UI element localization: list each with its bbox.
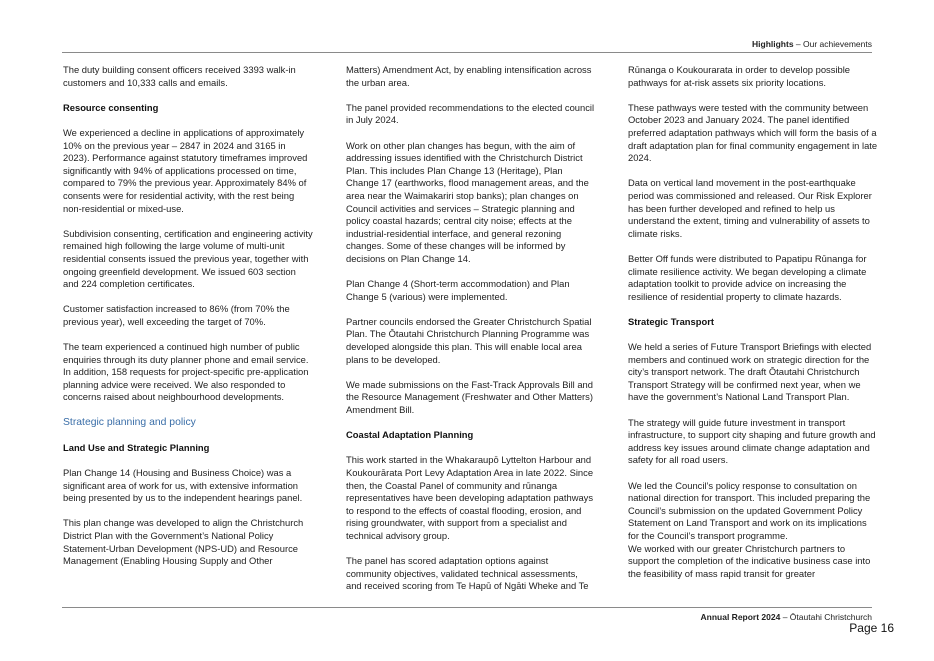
body-paragraph: This work started in the Whakaraupō Lyttelton Harbour and Koukourārata Port Levy Adaptation Area in late 2022. Since then, the Coastal Panel of community and rūnanga representatives have been developing adaptation pathways to respond to the effects of coastal flooding, erosion, and rising groundwater, with support from a specialist and technical advisory group.: [346, 454, 594, 541]
body-paragraph: Subdivision consenting, certification and engineering activity remained high following the large volume of multi-unit residential consents issued the previous year, together with ongoing greenfield development. We issued 603 section and 224 completion certificates.: [63, 227, 313, 290]
body-paragraph: We led the Council’s policy response to consultation on national direction for transport. This included preparing the Council’s submission on the updated Government Policy Statement on Land Transport and work on its implications for the Council’s transport programme.: [628, 479, 871, 541]
footer-city: Ōtautahi Christchurch: [789, 612, 872, 622]
body-paragraph: The panel has scored adaptation options against community objectives, validated technical assessments, and received scoring from Te Hapū of Ngāti Wheke and Te: [346, 555, 589, 592]
page-footer: [701, 612, 872, 622]
body-paragraph: We made submissions on the Fast-Track Approvals Bill and the Resource Management (Freshwater and Other Matters) Amendment Bill.: [346, 378, 593, 416]
footer-divider: [62, 607, 872, 608]
body-paragraph: We experienced a decline in applications of approximately 10% on the previous year – 2847 in 2024 and 3165 in 2023). Performance against statutory timeframes improved significantly with 94% of applications processed on time, compared to 79% the previous year. Approximately 84% of consents were for residential activity, with the rest being non-residential or mixed-use.: [63, 126, 308, 214]
body-paragraph: Partner councils endorsed the Greater Christchurch Spatial Plan. The Ōtautahi Christchurch Planning Programme was developed alongside this plan. This will enable local area plans to be developed.: [346, 315, 592, 365]
body-paragraph: Customer satisfaction increased to 86% (from 70% the previous year), well exceeding the target of 70%.: [63, 303, 290, 327]
body-paragraph: Plan Change 14 (Housing and Business Choice) was a significant area of work for us, with extensive information being presented by us to the independent hearings panel.: [63, 467, 303, 504]
body-paragraph: The strategy will guide future investment in transport infrastructure, to support city shaping and future growth and address key issues around climate change adaptation and safety for all road users.: [628, 416, 876, 466]
subheading: Resource consenting: [63, 101, 159, 113]
subheading: Land Use and Strategic Planning: [63, 441, 210, 453]
body-paragraph: This plan change was developed to align the Christchurch District Plan with the Government’s National Policy Statement-Urban Development (NPS-UD) and Resource Management (Enabling Housing Supply and Other: [63, 517, 304, 567]
subheading: Strategic Transport: [628, 315, 714, 327]
body-paragraph: The panel provided recommendations to the elected council in July 2024.: [346, 101, 595, 126]
body-paragraph: These pathways were tested with the community between October 2023 and January 2024. The panel identified preferred adaptation pathways which will form the basis of a draft adaptation plan for final community engagement in late 2024.: [628, 101, 878, 164]
header-subtitle: Our achievements: [803, 39, 872, 49]
text-column-1: [63, 64, 313, 580]
text-column-3: [628, 64, 878, 593]
section-heading: Strategic planning and policy: [63, 416, 196, 428]
body-paragraph: We held a series of Future Transport Briefings with elected members and continued work on strategic direction for the city’s transport network. The draft Ōtautahi Christchurch Transport Strategy will be confirmed next year, when we have the government’s National Land Transport Plan.: [628, 341, 872, 403]
header-section: Highlights: [752, 39, 794, 49]
subheading: Coastal Adaptation Planning: [346, 429, 474, 441]
body-paragraph: Rūnanga o Koukourarata in order to develop possible pathways for at-risk assets six priority locations.: [628, 64, 851, 88]
body-paragraph: Matters) Amendment Act, by enabling intensification across the urban area.: [346, 64, 592, 88]
text-column-2: [346, 64, 596, 606]
header-separator: –: [793, 39, 804, 49]
page-header: [752, 39, 872, 49]
body-paragraph: The duty building consent officers received 3393 walk-in customers and 10,333 calls and emails.: [63, 64, 296, 88]
header-divider: [62, 52, 872, 53]
page-number: Page 16: [849, 621, 894, 635]
body-paragraph: Data on vertical land movement in the post-earthquake period was commissioned and released. Our Risk Explorer has been further developed and refined to help us understand the extent, timing and vulnerability of assets to climate risks.: [628, 177, 872, 239]
body-paragraph: We worked with our greater Christchurch partners to support the completion of the indicative business case into the feasibility of mass rapid transit for greater: [628, 542, 871, 579]
body-paragraph: Work on other plan changes has begun, with the aim of addressing issues identified with the Christchurch District Plan. This includes Plan Change 13 (Heritage), Plan Change 17 (earthworks, flood management areas, and the area near the Waimakariri stop banks); plan changes on Council activities and services – Strategic planning and policy coastal hazards; central city noise; effects at the industrial-residential interface, and general rezoning changes. Some of these changes will be informed by decisions on Plan Change 14.: [346, 139, 589, 264]
body-paragraph: Better Off funds were distributed to Papatipu Rūnanga for climate resilience activity. We began developing a climate adaptation toolkit to provide advice on increasing the resilience of residential property to climate hazards.: [628, 252, 867, 302]
footer-report: Annual Report 2024: [700, 612, 781, 622]
footer-separator: –: [780, 612, 790, 622]
body-paragraph: Plan Change 4 (Short-term accommodation) and Plan Change 5 (various) were implemented.: [346, 278, 570, 302]
body-paragraph: The team experienced a continued high number of public enquiries through its duty planner phone and email service. In addition, 158 requests for project-specific pre-application planning advice were received. We also responded to concerns raised about neighbourhood developments.: [63, 341, 309, 403]
